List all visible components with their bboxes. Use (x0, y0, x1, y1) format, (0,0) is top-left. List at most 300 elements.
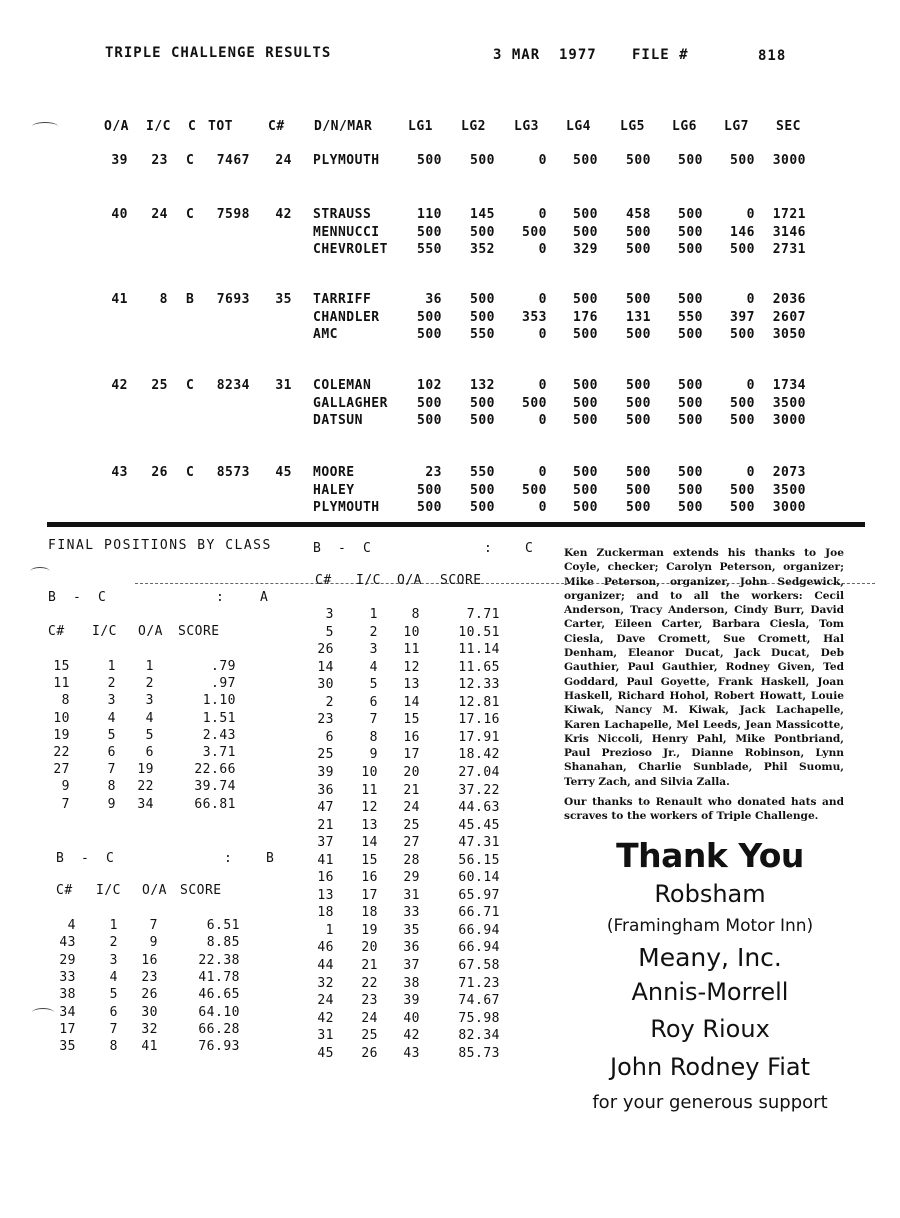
class-a-heading-colon: : (216, 590, 225, 605)
total-score: 7598 (216, 207, 250, 222)
overall-position: 28 (403, 852, 420, 868)
overall-position: 41 (141, 1039, 158, 1055)
score: 41.78 (198, 969, 240, 985)
score: 67.58 (458, 958, 500, 973)
overall-position: 27 (403, 835, 420, 851)
column-header: C# (315, 573, 332, 588)
car-number: 45 (275, 465, 292, 480)
leg-score: 500 (573, 395, 598, 411)
in-class-position: 16 (361, 870, 378, 886)
column-header: C (188, 119, 197, 134)
leg-score: 500 (470, 292, 495, 307)
overall-position: 40 (111, 207, 128, 222)
leg-score: 500 (573, 482, 598, 498)
column-header: I/C (96, 883, 121, 898)
sponsor-2: Meany, Inc. (638, 943, 782, 972)
leg-score: 131 (626, 309, 651, 325)
overall-position: 43 (111, 465, 128, 480)
score: 71.23 (458, 975, 500, 991)
leg-score: 500 (678, 500, 703, 515)
overall-position: 36 (403, 940, 420, 956)
leg-score: 500 (417, 500, 442, 515)
car-number: 17 (59, 1021, 76, 1037)
column-header: C# (48, 624, 65, 639)
driver-or-make: PLYMOUTH (313, 500, 380, 515)
driver-or-make: CHEVROLET (313, 242, 388, 257)
car-number: 24 (275, 153, 292, 168)
margin-mark (32, 1008, 54, 1017)
overall-position: 3 (145, 693, 154, 709)
leg-score: 146 (730, 224, 755, 240)
section-total: 3000 (772, 153, 806, 168)
leg-score: 500 (417, 224, 442, 240)
score: 56.15 (458, 852, 500, 868)
class-b-heading-left: B - C (56, 851, 115, 866)
leg-score: 0 (538, 242, 547, 257)
column-header: SCORE (440, 573, 482, 588)
leg-score: 500 (573, 378, 598, 393)
in-class-position: 19 (361, 922, 378, 938)
leg-score: 500 (730, 395, 755, 411)
report-title: TRIPLE CHALLENGE RESULTS (105, 45, 332, 61)
leg-score: 352 (470, 242, 495, 257)
in-class-position: 5 (109, 987, 118, 1003)
leg-score: 500 (573, 465, 598, 480)
car-number: 44 (317, 958, 334, 973)
in-class-position: 21 (361, 958, 378, 973)
car-number: 1 (325, 922, 334, 938)
leg-score: 500 (470, 500, 495, 515)
overall-position: 6 (145, 745, 154, 760)
workers-thanks-paragraph: Ken Zuckerman extends his thanks to Joe Coyle, checker; Carolyn Peterson, organizer; Mike Peterson, organizer, John Sedgewick, organizer; and to all the workers: Cecil Anderson, Tracy Anderson, Cindy Burr, David Carter, Eileen Carter, Barbara Ciesla, Tom Ciesla, Dave Cromett, Sue Cromett, Hal Denham, Eleanor Ducat, Jack Ducat, Deb Gauthier, Paul Gauthier, Rodney Given, Ted Goddard, Paul Goyette, Frank Haskell, Joan Haskell, Richard Hohol, Robert Howatt, Louie Kiwak, Nancy M. Kiwak, Jack Lachapelle, Karen Lachapelle, Mel Leeds, Jean Massicotte, Kris Niccoli, Henry Pahl, Mike Pontbriand, Paul Prezioso Jr., Dianne Robinson, Lynn Shanahan, Charlie Sunblade, Phil Suomu, Terry Zach, and Silvia Zalla. (564, 547, 844, 788)
class-b-heading-right: B (266, 851, 275, 866)
leg-score: 500 (573, 207, 598, 222)
car-number: 10 (53, 710, 70, 726)
in-class-position: 3 (107, 693, 116, 709)
leg-score: 500 (730, 242, 755, 257)
overall-position: 25 (403, 817, 420, 833)
leg-score: 500 (417, 482, 442, 498)
column-header: O/A (104, 119, 129, 134)
leg-score: 500 (626, 378, 651, 393)
score: 8.85 (206, 935, 240, 951)
in-class-position: 7 (107, 762, 116, 778)
score: 66.71 (458, 905, 500, 921)
overall-position: 13 (403, 677, 420, 693)
in-class-position: 6 (369, 694, 378, 710)
total-score: 7467 (216, 153, 250, 168)
leg-score: 500 (573, 292, 598, 307)
overall-position: 43 (403, 1045, 420, 1061)
in-class-position: 14 (361, 835, 378, 851)
in-class-position: 8 (369, 729, 378, 745)
margin-mark (32, 122, 58, 131)
class-a-heading-left: B - C (48, 590, 107, 605)
score: 66.94 (458, 940, 500, 956)
leg-score: 102 (417, 378, 442, 393)
in-class-position: 15 (361, 852, 378, 868)
column-header: LG5 (620, 119, 645, 134)
car-number: 35 (275, 292, 292, 307)
column-header: LG4 (566, 119, 591, 134)
car-number: 5 (325, 624, 334, 640)
leg-score: 500 (626, 482, 651, 498)
score: 2.43 (202, 727, 236, 743)
leg-score: 500 (417, 413, 442, 428)
in-class-position: 17 (361, 887, 378, 903)
car-number: 16 (317, 870, 334, 886)
leg-score: 500 (626, 500, 651, 515)
section-total: 1734 (772, 378, 806, 393)
score: 3.71 (202, 745, 236, 760)
in-class-position: 1 (107, 659, 116, 674)
leg-score: 500 (678, 465, 703, 480)
car-number: 33 (59, 969, 76, 985)
car-number: 35 (59, 1039, 76, 1055)
leg-score: 110 (417, 207, 442, 222)
total-score: 8573 (216, 465, 250, 480)
leg-score: 500 (626, 242, 651, 257)
sponsor-5: John Rodney Fiat (610, 1053, 810, 1081)
score: 37.22 (458, 782, 500, 798)
driver-or-make: GALLAGHER (313, 395, 388, 411)
section-total: 2607 (772, 309, 806, 325)
column-header: TOT (208, 119, 233, 134)
car-number: 7 (61, 796, 70, 812)
car-number: 4 (67, 918, 76, 933)
final-positions-title: FINAL POSITIONS BY CLASS (48, 538, 272, 553)
class-letter: C (186, 378, 195, 393)
in-class-position: 13 (361, 817, 378, 833)
leg-score: 500 (626, 413, 651, 428)
class-letter: C (186, 207, 195, 222)
leg-score: 0 (538, 378, 547, 393)
overall-position: 33 (403, 905, 420, 921)
section-total: 3000 (772, 500, 806, 515)
car-number: 26 (317, 642, 334, 658)
section-total: 2036 (772, 292, 806, 307)
leg-score: 500 (522, 224, 547, 240)
overall-position: 5 (145, 727, 154, 743)
score: 1.10 (202, 693, 236, 709)
in-class-position: 8 (107, 779, 116, 795)
overall-position: 9 (149, 935, 158, 951)
class-c-heading-left: B - C (313, 541, 372, 556)
column-header: LG3 (514, 119, 539, 134)
score: 10.51 (458, 624, 500, 640)
car-number: 23 (317, 712, 334, 728)
overall-position: 17 (403, 747, 420, 763)
driver-or-make: PLYMOUTH (313, 153, 380, 168)
column-header: D/N/MAR (314, 119, 373, 134)
driver-or-make: DATSUN (313, 413, 363, 428)
leg-score: 23 (425, 465, 442, 480)
score: 82.34 (458, 1028, 500, 1044)
leg-score: 500 (417, 395, 442, 411)
car-number: 15 (53, 659, 70, 674)
file-label: FILE # (632, 47, 689, 63)
leg-score: 500 (626, 153, 651, 168)
overall-position: 29 (403, 870, 420, 886)
leg-score: 0 (538, 465, 547, 480)
leg-score: 500 (626, 395, 651, 411)
overall-position: 4 (145, 710, 154, 726)
car-number: 37 (317, 835, 334, 851)
leg-score: 500 (626, 465, 651, 480)
score: 76.93 (198, 1039, 240, 1055)
column-header: I/C (146, 119, 171, 134)
overall-position: 21 (403, 782, 420, 798)
car-number: 34 (59, 1004, 76, 1020)
leg-score: 500 (573, 153, 598, 168)
overall-position: 7 (149, 918, 158, 933)
car-number: 22 (53, 745, 70, 760)
leg-score: 500 (573, 327, 598, 342)
section-total: 3500 (772, 395, 806, 411)
score: 1.51 (202, 710, 236, 726)
overall-position: 16 (403, 729, 420, 745)
leg-score: 500 (573, 224, 598, 240)
in-class-position: 25 (151, 378, 168, 393)
section-total: 2073 (772, 465, 806, 480)
overall-position: 22 (137, 779, 154, 795)
class-a-heading-right: A (260, 590, 269, 605)
leg-score: 0 (746, 465, 755, 480)
class-letter: B (186, 292, 195, 307)
score: 18.42 (458, 747, 500, 763)
score: 75.98 (458, 1010, 500, 1026)
leg-score: 500 (678, 395, 703, 411)
overall-position: 31 (403, 887, 420, 903)
margin-mark (30, 567, 50, 576)
leg-score: 500 (573, 413, 598, 428)
overall-position: 2 (145, 676, 154, 692)
overall-position: 10 (403, 624, 420, 640)
leg-score: 500 (678, 327, 703, 342)
in-class-position: 24 (151, 207, 168, 222)
leg-score: 0 (538, 500, 547, 515)
overall-position: 24 (403, 800, 420, 816)
leg-score: 458 (626, 207, 651, 222)
overall-position: 40 (403, 1010, 420, 1026)
overall-position: 20 (403, 764, 420, 780)
score: 66.28 (198, 1021, 240, 1037)
leg-score: 0 (746, 207, 755, 222)
car-number: 43 (59, 935, 76, 951)
leg-score: 0 (746, 378, 755, 393)
score: 17.16 (458, 712, 500, 728)
overall-position: 12 (403, 659, 420, 675)
driver-or-make: MOORE (313, 465, 355, 480)
score: 44.63 (458, 800, 500, 816)
car-number: 19 (53, 727, 70, 743)
in-class-position: 26 (151, 465, 168, 480)
leg-score: 500 (470, 309, 495, 325)
car-number: 11 (53, 676, 70, 692)
column-header: LG7 (724, 119, 749, 134)
car-number: 39 (317, 764, 334, 780)
total-score: 8234 (216, 378, 250, 393)
score: 7.71 (466, 607, 500, 622)
car-number: 25 (317, 747, 334, 763)
in-class-position: 20 (361, 940, 378, 956)
leg-score: 500 (678, 153, 703, 168)
car-number: 45 (317, 1045, 334, 1061)
column-header: LG2 (461, 119, 486, 134)
leg-score: 500 (417, 327, 442, 342)
overall-position: 38 (403, 975, 420, 991)
class-letter: C (186, 153, 195, 168)
score: 74.67 (458, 993, 500, 1009)
leg-score: 500 (730, 500, 755, 515)
car-number: 36 (317, 782, 334, 798)
score: 85.73 (458, 1045, 500, 1061)
overall-position: 35 (403, 922, 420, 938)
section-total: 3000 (772, 413, 806, 428)
car-number: 38 (59, 987, 76, 1003)
leg-score: 145 (470, 207, 495, 222)
in-class-position: 5 (369, 677, 378, 693)
overall-position: 32 (141, 1021, 158, 1037)
leg-score: 550 (678, 309, 703, 325)
in-class-position: 23 (151, 153, 168, 168)
overall-position: 1 (145, 659, 154, 674)
score: 12.81 (458, 694, 500, 710)
in-class-position: 26 (361, 1045, 378, 1061)
section-total: 2731 (772, 242, 806, 257)
overall-position: 42 (111, 378, 128, 393)
overall-position: 37 (403, 958, 420, 973)
score: .79 (211, 659, 236, 674)
in-class-position: 1 (109, 918, 118, 933)
in-class-position: 18 (361, 905, 378, 921)
leg-score: 500 (626, 224, 651, 240)
leg-score: 500 (522, 482, 547, 498)
leg-score: 500 (626, 327, 651, 342)
overall-position: 23 (141, 969, 158, 985)
leg-score: 500 (626, 292, 651, 307)
column-header: O/A (397, 573, 422, 588)
score: 60.14 (458, 870, 500, 886)
car-number: 46 (317, 940, 334, 956)
leg-score: 500 (470, 224, 495, 240)
column-header: SCORE (178, 624, 220, 639)
overall-position: 39 (403, 993, 420, 1009)
column-header: SEC (776, 119, 801, 134)
score: 17.91 (458, 729, 500, 745)
in-class-position: 4 (107, 710, 116, 726)
renault-thanks-paragraph: Our thanks to Renault who donated hats and scraves to the workers of Triple Challenge. (564, 796, 844, 823)
leg-score: 500 (730, 153, 755, 168)
leg-score: 353 (522, 309, 547, 325)
sponsor-4: Roy Rioux (650, 1015, 770, 1043)
leg-score: 0 (538, 292, 547, 307)
overall-position: 34 (137, 796, 154, 812)
driver-or-make: TARRIFF (313, 292, 372, 307)
car-number: 18 (317, 905, 334, 921)
in-class-position: 9 (107, 796, 116, 812)
score: 12.33 (458, 677, 500, 693)
score: 11.14 (458, 642, 500, 658)
leg-score: 500 (573, 500, 598, 515)
overall-position: 14 (403, 694, 420, 710)
total-score: 7693 (216, 292, 250, 307)
thank-you-heading: Thank You (616, 836, 804, 875)
leg-score: 500 (522, 395, 547, 411)
car-number: 42 (275, 207, 292, 222)
leg-score: 500 (678, 482, 703, 498)
car-number: 13 (317, 887, 334, 903)
section-total: 3500 (772, 482, 806, 498)
sponsor-1: Robsham (654, 880, 766, 908)
in-class-position: 3 (369, 642, 378, 658)
leg-score: 500 (470, 413, 495, 428)
leg-score: 500 (470, 482, 495, 498)
car-number: 3 (325, 607, 334, 622)
driver-or-make: MENNUCCI (313, 224, 380, 240)
car-number: 24 (317, 993, 334, 1009)
column-header: LG1 (408, 119, 433, 134)
acknowledgements (564, 546, 844, 830)
score: 11.65 (458, 659, 500, 675)
column-header: I/C (356, 573, 381, 588)
car-number: 21 (317, 817, 334, 833)
in-class-position: 8 (109, 1039, 118, 1055)
car-number: 31 (317, 1028, 334, 1044)
leg-score: 500 (678, 292, 703, 307)
thanks-closing: for your generous support (592, 1092, 828, 1113)
score: 65.97 (458, 887, 500, 903)
score: 39.74 (194, 779, 236, 795)
in-class-position: 12 (361, 800, 378, 816)
leg-score: 0 (538, 153, 547, 168)
in-class-position: 7 (109, 1021, 118, 1037)
score: 64.10 (198, 1004, 240, 1020)
in-class-position: 2 (107, 676, 116, 692)
section-total: 3146 (772, 224, 806, 240)
in-class-position: 5 (107, 727, 116, 743)
car-number: 8 (61, 693, 70, 709)
driver-or-make: STRAUSS (313, 207, 372, 222)
leg-score: 500 (417, 153, 442, 168)
in-class-position: 6 (107, 745, 116, 760)
leg-score: 500 (678, 378, 703, 393)
sponsor-1-subtitle: (Framingham Motor Inn) (606, 916, 814, 936)
car-number: 29 (59, 952, 76, 968)
sponsor-3: Annis-Morrell (631, 978, 789, 1006)
score: 27.04 (458, 764, 500, 780)
overall-position: 42 (403, 1028, 420, 1044)
leg-score: 500 (678, 207, 703, 222)
score: 45.45 (458, 817, 500, 833)
in-class-position: 3 (109, 952, 118, 968)
score: 47.31 (458, 835, 500, 851)
in-class-position: 7 (369, 712, 378, 728)
overall-position: 19 (137, 762, 154, 778)
car-number: 9 (61, 779, 70, 795)
overall-position: 11 (403, 642, 420, 658)
car-number: 14 (317, 659, 334, 675)
score: 66.94 (458, 922, 500, 938)
leg-score: 550 (470, 465, 495, 480)
car-number: 47 (317, 800, 334, 816)
in-class-position: 4 (369, 659, 378, 675)
column-header: C# (56, 883, 73, 898)
driver-or-make: CHANDLER (313, 309, 380, 325)
leg-score: 500 (470, 153, 495, 168)
in-class-position: 2 (369, 624, 378, 640)
in-class-position: 24 (361, 1010, 378, 1026)
